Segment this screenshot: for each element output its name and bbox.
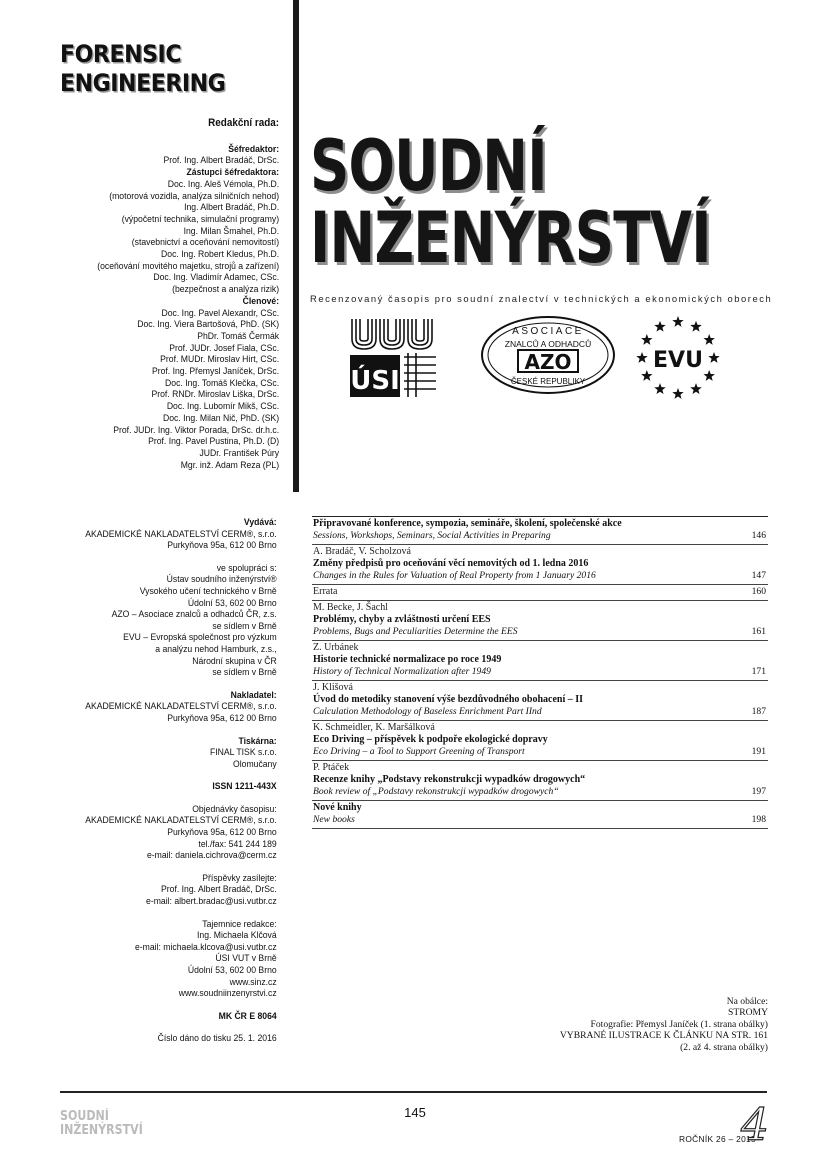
toc-item-page: 160 bbox=[751, 586, 766, 597]
board-member-line: Doc. Ing. Pavel Alexandr, CSc. bbox=[161, 307, 279, 319]
publisher-line: www.soudniinzenyrstvi.cz bbox=[179, 988, 277, 1000]
journal-english-title-line2: ENGINEERING bbox=[60, 69, 226, 97]
publisher-line: Olomučany bbox=[233, 758, 277, 770]
board-member-line: Ing. Milan Šmahel, Ph.D. bbox=[183, 225, 279, 237]
usi-logo bbox=[348, 317, 454, 404]
toc-item-english-title: Eco Driving – a Tool to Support Greening of Transport bbox=[313, 746, 525, 757]
publisher-line: Vysokého učení technického v Brně bbox=[140, 585, 277, 597]
publisher-line: Údolní 53, 602 00 Brno bbox=[188, 965, 277, 976]
board-member-line: (oceňování movitého majetku, strojů a zařízení) bbox=[97, 260, 279, 272]
board-member-line: Prof. MUDr. Miroslav Hirt, CSc. bbox=[160, 354, 279, 366]
publisher-heading: ISSN 1211-443X bbox=[212, 781, 277, 793]
footer-rule bbox=[60, 1091, 767, 1093]
publisher-line: Purkyňova 95a, 612 00 Brno bbox=[167, 712, 277, 724]
toc-item-title: Změny předpisů pro oceňování věcí nemovitých od 1. ledna 2016 bbox=[313, 558, 589, 569]
board-member-line: (stavebnictví a oceňování nemovitostí) bbox=[131, 237, 279, 249]
publisher-spacer bbox=[86, 552, 277, 563]
publisher-line: a analýzu nehod Hamburk, z.s., bbox=[155, 643, 277, 655]
toc-item bbox=[312, 761, 768, 801]
publisher-spacer bbox=[86, 770, 277, 781]
journal-english-title bbox=[60, 40, 225, 98]
publisher-line: tel./fax: 541 244 189 bbox=[198, 838, 277, 850]
journal-title-line1: SOUDNÍ bbox=[310, 125, 547, 207]
board-member-line: Mgr. inž. Adam Reza (PL) bbox=[180, 459, 279, 471]
page-number: 145 bbox=[404, 1105, 426, 1120]
toc-item-title: Historie technické normalizace po roce 1949 bbox=[313, 654, 502, 665]
board-member-line: Doc. Ing. Tomáš Klečka, CSc. bbox=[164, 377, 279, 389]
toc-item-page: 187 bbox=[751, 706, 766, 717]
footer-logo-line2: INŽENÝRSTVÍ bbox=[60, 1123, 143, 1138]
board-member-line: Prof. JUDr. Josef Fiala, CSc. bbox=[169, 342, 279, 354]
board-member-line: Prof. Ing. Albert Bradáč, DrSc. bbox=[163, 155, 279, 167]
toc-item-authors: P. Ptáček bbox=[313, 762, 350, 773]
toc-item-title: Nové knihy bbox=[313, 802, 362, 813]
board-member-line: Doc. Ing. Aleš Vémola, Ph.D. bbox=[167, 178, 279, 190]
publisher-line: Ústav soudního inženýrství® bbox=[166, 574, 277, 586]
board-member-line: (výpočetní technika, simulační programy) bbox=[121, 213, 279, 225]
toc-item-english-title: Calculation Methodology of Baseless Enrichment Part IInd bbox=[313, 706, 542, 717]
publisher-heading: Tiskárna: bbox=[238, 735, 277, 747]
toc-item-title: Připravované konference, sympozia, semináře, školení, společenské akce bbox=[313, 518, 622, 529]
toc-item-title: Problémy, chyby a zvláštnosti určení EES bbox=[313, 614, 491, 625]
toc-item-english-title: New books bbox=[313, 814, 355, 825]
board-member-line: JUDr. František Púry bbox=[199, 447, 279, 459]
board-member-line: (motorová vozidla, analýza silničních nehod) bbox=[109, 190, 279, 202]
publisher-line: Purkyňova 95a, 612 00 Brno bbox=[167, 540, 277, 552]
board-member-line: Doc. Ing. Lubomír Mikš, CSc. bbox=[166, 401, 279, 413]
toc-item bbox=[312, 681, 768, 721]
publisher-line: AKADEMICKÉ NAKLADATELSTVÍ CERM®, s.r.o. bbox=[85, 815, 277, 827]
azo-logo-bottom-text: ČESKÉ REPUBLIKY bbox=[510, 377, 586, 386]
board-role-heading: Šéfredaktor: bbox=[228, 143, 279, 155]
evu-logo-text: EVU bbox=[653, 348, 703, 373]
toc-item bbox=[312, 585, 768, 601]
publisher-line: Tajemnice redakce: bbox=[202, 918, 277, 930]
board-member-line: PhDr. Tomáš Čermák bbox=[197, 330, 279, 342]
editorial-board-heading: Redakční rada: bbox=[208, 117, 279, 129]
board-member-line: Doc. Ing. Vladimír Adamec, CSc. bbox=[153, 272, 279, 284]
board-member-line: Prof. JUDr. Ing. Viktor Porada, DrSc. dr.h.c. bbox=[113, 424, 280, 436]
toc-item-english-title: Changes in the Rules for Valuation of Real Property from 1 January 2016 bbox=[313, 570, 596, 581]
publisher-line: AZO – Asociace znalců a odhadců ČR, z.s. bbox=[111, 609, 278, 621]
issue-number: 4 bbox=[741, 1100, 769, 1151]
azo-logo-mid-text: ZNALCŮ A ODHADCŮ bbox=[504, 339, 592, 349]
board-member-line: Prof. Ing. Přemysl Janíček, DrSc. bbox=[151, 366, 279, 378]
publisher-line: Purkyňova 95a, 612 00 Brno bbox=[167, 827, 277, 839]
toc-item bbox=[312, 641, 768, 681]
cover-note-line: VYBRANÉ ILUSTRACE K ČLÁNKU NA STR. 161 bbox=[559, 1030, 768, 1042]
star-icon bbox=[703, 370, 714, 381]
toc-item-title: Recenze knihy „Podstavy rekonstrukcji wypadków drogowych“ bbox=[313, 774, 586, 785]
star-icon bbox=[641, 370, 652, 381]
journal-subtitle: Recenzovaný časopis pro soudní znalectví v technických a ekonomických oborech bbox=[310, 293, 773, 304]
star-icon bbox=[708, 352, 719, 363]
publisher-spacer bbox=[86, 793, 277, 804]
publisher-line: Prof. Ing. Albert Bradáč, DrSc. bbox=[161, 884, 277, 896]
evu-logo bbox=[636, 312, 720, 409]
board-member-line: Doc. Ing. Robert Kledus, Ph.D. bbox=[160, 249, 279, 261]
azo-logo bbox=[478, 314, 618, 401]
publisher-spacer bbox=[86, 1000, 277, 1011]
publisher-line: AKADEMICKÉ NAKLADATELSTVÍ CERM®, s.r.o. bbox=[85, 701, 277, 713]
azo-logo-top-text: ASOCIACE bbox=[512, 326, 584, 337]
toc-item-authors: A. Bradáč, V. Scholzová bbox=[313, 546, 411, 557]
vertical-divider-bar bbox=[293, 0, 299, 492]
board-member-line: Prof. Ing. Pavel Pustina, Ph.D. (D) bbox=[147, 436, 279, 448]
toc-item-english-title: Book review of „Podstavy rekonstrukcji wypadków drogowych“ bbox=[313, 786, 559, 797]
publisher-line: ve spolupráci s: bbox=[217, 562, 277, 574]
toc-item bbox=[312, 721, 768, 761]
toc-item-english-title: History of Technical Normalization after 1949 bbox=[313, 666, 491, 677]
footer-journal-logo bbox=[60, 1110, 143, 1138]
star-icon bbox=[672, 388, 683, 399]
star-icon bbox=[690, 383, 701, 394]
toc-item-page: 161 bbox=[751, 626, 766, 637]
journal-english-title-line1: FORENSIC bbox=[60, 40, 182, 68]
publisher-line: FINAL TISK s.r.o. bbox=[210, 747, 277, 759]
publisher-spacer bbox=[86, 1022, 277, 1033]
publisher-line: www.sinz.cz bbox=[229, 976, 277, 988]
cover-note-lines bbox=[560, 996, 768, 1053]
publisher-line: Ing. Michaela Klčová bbox=[197, 930, 277, 942]
publisher-spacer bbox=[86, 908, 277, 919]
footer-logo-line1: SOUDNÍ bbox=[60, 1109, 109, 1124]
cover-note bbox=[560, 996, 768, 1053]
volume-label: ROČNÍK 26 – 2015 bbox=[679, 1134, 756, 1144]
publisher-line: Objednávky časopisu: bbox=[192, 803, 277, 815]
publisher-info-list bbox=[86, 517, 277, 1045]
board-role-heading: Členové: bbox=[242, 295, 279, 307]
publisher-line: Národní skupina v ČR bbox=[192, 655, 277, 667]
publisher-line: Příspěvky zasílejte: bbox=[202, 872, 277, 884]
publisher-spacer bbox=[86, 862, 277, 873]
publisher-line: AKADEMICKÉ NAKLADATELSTVÍ CERM®, s.r.o. bbox=[85, 528, 277, 540]
toc-item-page: 191 bbox=[751, 746, 766, 757]
publisher-heading: Vydává: bbox=[244, 517, 277, 528]
publisher-line: EVU – Evropská společnost pro výzkum bbox=[123, 632, 278, 644]
publisher-line: Číslo dáno do tisku 25. 1. 2016 bbox=[157, 1033, 277, 1045]
toc-item bbox=[312, 516, 768, 545]
cover-note-line: (2. až 4. strana obálky) bbox=[680, 1041, 768, 1053]
toc-item bbox=[312, 601, 768, 641]
toc-item-authors: M. Becke, J. Šachl bbox=[313, 602, 388, 613]
board-member-line: Prof. RNDr. Miroslav Liška, DrSc. bbox=[151, 389, 279, 401]
publisher-line: ÚSI VUT v Brně bbox=[215, 953, 277, 965]
publisher-heading: MK ČR E 8064 bbox=[218, 1010, 277, 1022]
toc-item-title: Úvod do metodiky stanovení výše bezdůvodného obohacení – II bbox=[313, 694, 584, 705]
board-role-heading: Zástupci šéfredaktora: bbox=[186, 167, 279, 179]
toc-item bbox=[312, 545, 768, 585]
journal-title-line2: INŽENÝRSTVÍ bbox=[310, 197, 711, 279]
star-icon bbox=[690, 321, 701, 332]
publisher-line: se sídlem v Brně bbox=[212, 667, 277, 679]
publisher-line: se sídlem v Brně bbox=[212, 620, 277, 632]
board-member-line: Doc. Ing. Milan Nič, PhD. (SK) bbox=[162, 412, 279, 424]
star-icon bbox=[703, 334, 714, 345]
toc-item-authors: Errata bbox=[313, 586, 338, 597]
toc-item-authors: K. Schmeidler, K. Maršálková bbox=[313, 722, 435, 733]
board-member-line: Ing. Albert Bradáč, Ph.D. bbox=[183, 202, 279, 214]
toc-item bbox=[312, 801, 768, 829]
toc-item-english-title: Problems, Bugs and Peculiarities Determine the EES bbox=[313, 626, 518, 637]
cover-note-line: STROMY bbox=[728, 1007, 768, 1019]
toc-item-english-title: Sessions, Workshops, Seminars, Social Activities in Preparing bbox=[313, 530, 551, 541]
toc-item-page: 171 bbox=[751, 666, 766, 677]
toc-item-page: 197 bbox=[751, 786, 766, 797]
publisher-heading: Nakladatel: bbox=[230, 689, 277, 701]
toc-item-page: 146 bbox=[751, 530, 766, 541]
journal-title bbox=[310, 125, 711, 279]
cover-note-line: Na obálce: bbox=[726, 996, 768, 1007]
editorial-board-list bbox=[97, 144, 279, 472]
cover-note-line: Fotografie: Přemysl Janíček (1. strana obálky) bbox=[590, 1018, 768, 1030]
publisher-spacer bbox=[86, 679, 277, 690]
editorial-board bbox=[97, 118, 279, 471]
publisher-line: Údolní 53, 602 00 Brno bbox=[188, 597, 277, 609]
toc-item-authors: J. Klišová bbox=[313, 682, 353, 693]
toc-item-title: Eco Driving – příspěvek k podpoře ekologické dopravy bbox=[313, 734, 548, 745]
publisher-line: e-mail: albert.bradac@usi.vutbr.cz bbox=[146, 896, 277, 908]
star-icon bbox=[636, 352, 647, 363]
table-of-contents bbox=[312, 516, 768, 829]
star-icon bbox=[654, 321, 665, 332]
publisher-line: e-mail: daniela.cichrova@cerm.cz bbox=[147, 850, 277, 862]
publisher-info bbox=[86, 517, 277, 1045]
publisher-spacer bbox=[86, 725, 277, 736]
usi-logo-text: ÚSI bbox=[350, 366, 400, 396]
toc-list bbox=[312, 516, 768, 829]
board-member-line: (bezpečnost a analýza rizik) bbox=[171, 284, 279, 296]
publisher-line: e-mail: michaela.klcova@usi.vutbr.cz bbox=[135, 941, 277, 953]
toc-item-authors: Z. Urbánek bbox=[313, 642, 359, 653]
star-icon bbox=[641, 334, 652, 345]
toc-item-page: 147 bbox=[751, 570, 766, 581]
board-member-line: Doc. Ing. Viera Bartošová, PhD. (SK) bbox=[137, 319, 279, 331]
star-icon bbox=[672, 316, 683, 327]
star-icon bbox=[654, 383, 665, 394]
azo-logo-main-text: AZO bbox=[524, 350, 572, 374]
toc-item-page: 198 bbox=[751, 814, 766, 825]
